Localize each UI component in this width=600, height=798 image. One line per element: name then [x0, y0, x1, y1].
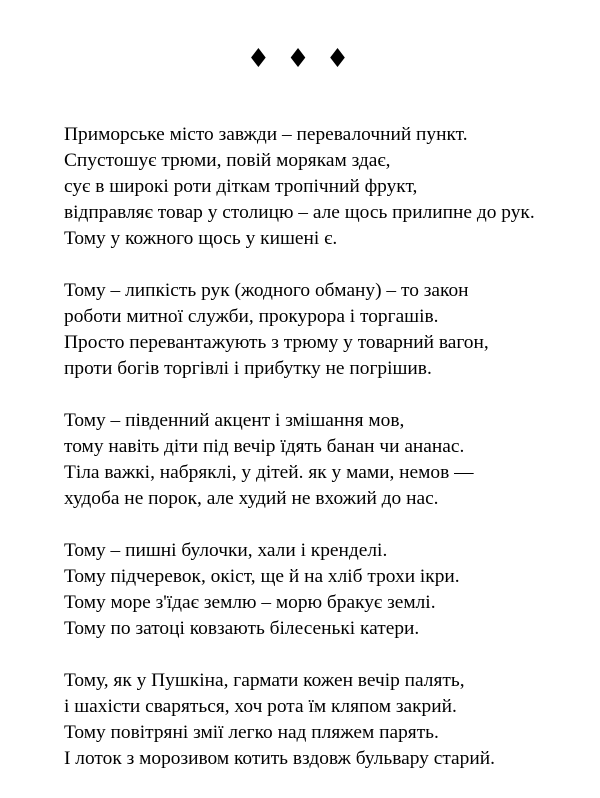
poem-line: І лоток з морозивом котить вздовж бульвару старий. [64, 748, 495, 769]
stanza-1 [64, 122, 594, 252]
poem-line: Спустошує трюми, повій морякам здає, [64, 150, 391, 171]
poem-line: сує в широкі роти діткам тропічний фрукт, [64, 176, 418, 197]
poem-body [64, 122, 594, 798]
stanza-5 [64, 668, 594, 772]
poem-line: Тому море з'їдає землю – морю бракує землі. [64, 592, 436, 613]
section-ornament: ♦ ♦ ♦ [246, 44, 354, 74]
poem-line: Тому у кожного щось у кишені є. [64, 228, 338, 249]
poem-line: Тому по затоці ковзають білесенькі катери. [64, 618, 420, 639]
poem-line: Тому – південний акцент і змішання мов, [64, 410, 405, 431]
poem-line: Тому – липкість рук (жодного обману) – то закон [64, 280, 469, 301]
stanza-4 [64, 538, 594, 642]
poem-line: Тому підчеревок, окіст, ще й на хліб трохи ікри. [64, 566, 460, 587]
poem-line: Приморське місто завжди – перевалочний пункт. [64, 124, 468, 145]
poem-line: Тіла важкі, набряклі, у дітей. як у мами, немов — [64, 462, 474, 483]
stanza-3 [64, 408, 594, 512]
poem-line: роботи митної служби, прокурора і торгашів. [64, 306, 439, 327]
poem-line: Тому, як у Пушкіна, гармати кожен вечір палять, [64, 670, 465, 691]
poem-line: худоба не порок, але худий не вхожий до нас. [64, 488, 439, 509]
poem-line: Тому – пишні булочки, хали і кренделі. [64, 540, 388, 561]
poem-line: і шахісти сваряться, хоч рота їм кляпом закрий. [64, 696, 457, 717]
poem-line: проти богів торгівлі і прибутку не погрішив. [64, 358, 432, 379]
poem-line: Просто перевантажують з трюму у товарний вагон, [64, 332, 489, 353]
poem-line: відправляє товар у столицю – але щось прилипне до рук. [64, 202, 535, 223]
stanza-2 [64, 278, 594, 382]
poem-line: Тому повітряні змії легко над пляжем парять. [64, 722, 439, 743]
poem-line: тому навіть діти під вечір їдять банан чи ананас. [64, 436, 465, 457]
